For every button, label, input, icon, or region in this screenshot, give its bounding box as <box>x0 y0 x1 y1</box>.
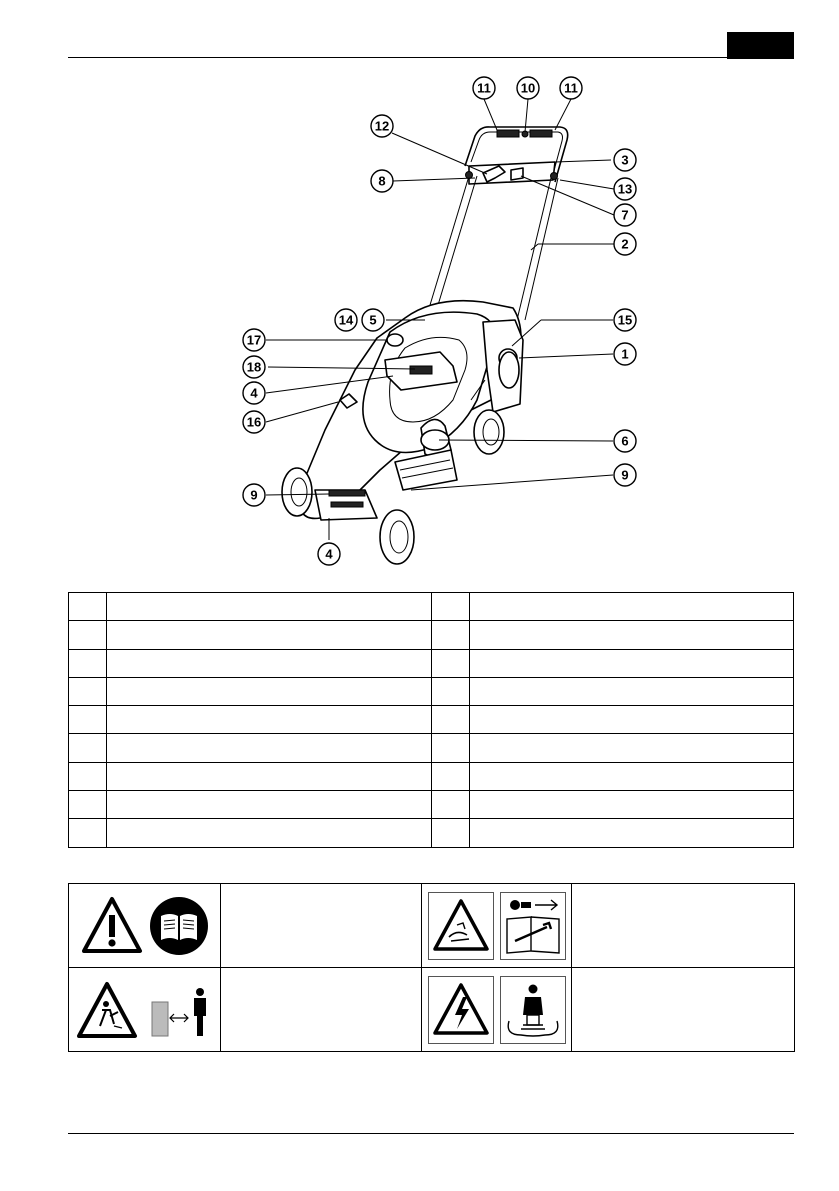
part-number-cell <box>69 819 107 847</box>
footer-rule <box>68 1133 794 1134</box>
part-description-cell <box>107 762 432 790</box>
part-number-cell <box>69 593 107 621</box>
symbol-cell <box>422 968 572 1052</box>
callout-9-left <box>243 484 265 506</box>
callout-3 <box>614 149 636 171</box>
callout-7 <box>614 204 636 226</box>
keep-bystanders-away-icon <box>144 980 214 1040</box>
callout-8 <box>371 170 393 192</box>
part-description-cell <box>107 734 432 762</box>
part-description-cell <box>107 791 432 819</box>
part-description-cell <box>107 593 432 621</box>
callout-10 <box>517 77 539 99</box>
symbol-cell <box>422 884 572 968</box>
parts-table-row <box>69 791 794 819</box>
part-number-cell <box>432 706 470 734</box>
part-number-cell <box>69 706 107 734</box>
part-description-cell <box>107 621 432 649</box>
svg-text:1: 1 <box>621 346 629 362</box>
symbol-description <box>572 968 795 1052</box>
symbol-cell <box>69 884 221 968</box>
thrown-objects-warning-icon <box>76 980 138 1040</box>
callout-14 <box>335 309 357 331</box>
svg-text:4: 4 <box>250 385 258 401</box>
parts-table-row <box>69 649 794 677</box>
part-number-cell <box>432 677 470 705</box>
svg-text:7: 7 <box>621 207 629 223</box>
part-description-cell <box>470 621 794 649</box>
part-description-cell <box>470 677 794 705</box>
svg-text:15: 15 <box>617 312 633 328</box>
part-number-cell <box>69 621 107 649</box>
svg-text:12: 12 <box>374 118 390 134</box>
callout-16 <box>243 411 265 433</box>
part-number-cell <box>69 649 107 677</box>
callout-2 <box>614 233 636 255</box>
part-description-cell <box>470 649 794 677</box>
part-number-cell <box>69 791 107 819</box>
parts-table-row <box>69 734 794 762</box>
symbol-description <box>572 884 795 968</box>
svg-text:4: 4 <box>325 546 333 562</box>
part-number-cell <box>432 621 470 649</box>
part-description-cell <box>470 819 794 847</box>
header-rule <box>68 57 794 58</box>
part-description-cell <box>470 593 794 621</box>
callout-5 <box>362 309 384 331</box>
part-number-cell <box>69 677 107 705</box>
callout-13 <box>614 178 636 200</box>
svg-text:2: 2 <box>621 236 629 252</box>
symbol-description <box>221 968 422 1052</box>
part-description-cell <box>107 649 432 677</box>
svg-text:17: 17 <box>246 332 262 348</box>
electric-shock-warning-icon <box>428 976 494 1044</box>
callout-15 <box>614 309 636 331</box>
svg-text:10: 10 <box>520 80 536 96</box>
part-description-cell <box>470 791 794 819</box>
parts-table-row <box>69 677 794 705</box>
callout-11-right <box>560 77 582 99</box>
svg-text:11: 11 <box>477 80 491 96</box>
keep-cable-away-icon <box>500 976 566 1044</box>
hand-injury-warning-icon <box>428 892 494 960</box>
part-number-cell <box>432 762 470 790</box>
part-description-cell <box>107 819 432 847</box>
svg-text:9: 9 <box>621 467 629 483</box>
parts-table-body <box>69 593 794 848</box>
parts-table <box>68 592 794 848</box>
parts-table-row <box>69 706 794 734</box>
language-tab <box>727 32 794 59</box>
svg-text:9: 9 <box>250 487 258 503</box>
part-number-cell <box>432 734 470 762</box>
svg-text:11: 11 <box>564 80 578 96</box>
part-number-cell <box>69 762 107 790</box>
symbols-row <box>69 884 795 968</box>
callout-12 <box>371 115 393 137</box>
svg-text:8: 8 <box>378 173 386 189</box>
part-number-cell <box>432 791 470 819</box>
callout-9-right <box>614 464 636 486</box>
parts-table-row <box>69 593 794 621</box>
callout-18 <box>243 356 265 378</box>
svg-text:3: 3 <box>621 152 629 168</box>
part-number-cell <box>432 819 470 847</box>
part-number-cell <box>69 734 107 762</box>
part-number-cell <box>432 649 470 677</box>
symbols-row <box>69 968 795 1052</box>
callout-6 <box>614 430 636 452</box>
parts-table-row <box>69 819 794 847</box>
unplug-before-maintenance-icon <box>500 892 566 960</box>
part-description-cell <box>470 734 794 762</box>
svg-text:13: 13 <box>617 181 633 197</box>
symbol-cell <box>69 968 221 1052</box>
part-description-cell <box>470 762 794 790</box>
callout-1 <box>614 343 636 365</box>
lawnmower-illustration <box>225 70 655 575</box>
svg-text:6: 6 <box>621 433 629 449</box>
svg-text:5: 5 <box>369 312 377 328</box>
lawnmower-drawing <box>225 70 655 575</box>
safety-symbols-table <box>68 883 795 1052</box>
part-description-cell <box>107 706 432 734</box>
warning-triangle-icon <box>81 895 143 957</box>
parts-table-row <box>69 762 794 790</box>
part-description-cell <box>107 677 432 705</box>
handle-frame <box>427 127 568 320</box>
callout-4-top <box>243 382 265 404</box>
parts-table-row <box>69 621 794 649</box>
read-manual-icon <box>149 896 209 956</box>
svg-text:18: 18 <box>246 359 262 375</box>
callout-11-left <box>473 77 495 99</box>
callout-17 <box>243 329 265 351</box>
part-number-cell <box>432 593 470 621</box>
part-description-cell <box>470 706 794 734</box>
symbol-description <box>221 884 422 968</box>
callout-4-bottom <box>318 543 340 565</box>
svg-text:16: 16 <box>246 414 262 430</box>
svg-text:14: 14 <box>338 312 354 328</box>
